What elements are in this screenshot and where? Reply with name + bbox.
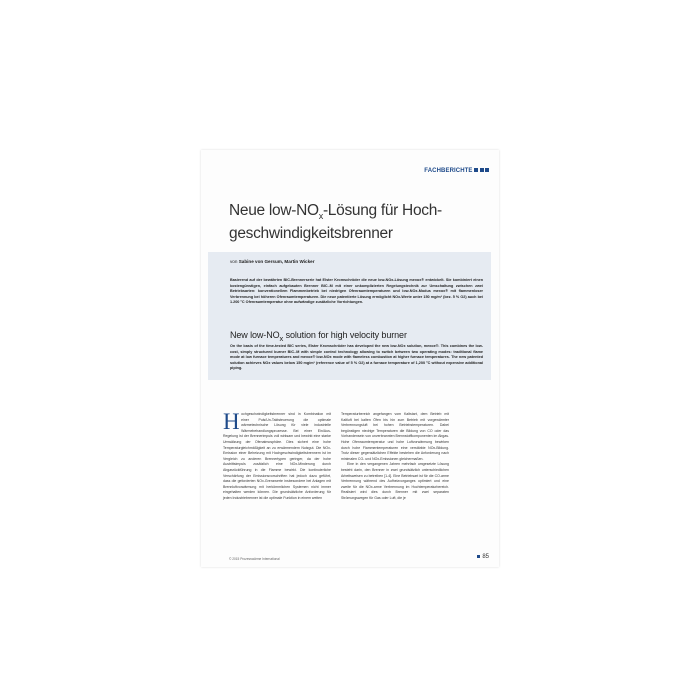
body-column-1 <box>223 409 331 502</box>
authors-prefix: von <box>230 259 238 264</box>
square-icon <box>477 555 481 559</box>
journal-page <box>201 150 499 567</box>
en-heading-subscript: x <box>279 333 284 343</box>
footer-page-number <box>477 554 489 560</box>
en-heading-part1: New low-NO <box>230 330 280 340</box>
body-col1-text: ochgeschwindigkeitsbrenner sind in Kombination mit einer Puls/Un-Taktsteuerung die optimale wärmetechnische Lösung für viele industrielle Wärmebehandlungsprozesse. Bei einer Ein/Aus-Regelung ist der Brennerimpuls voll wirksam und bewirkt eine starke Umwälzung der Ofenatmosphäre. Dies sichert eine hohe Temperaturgleichmäßigkeit an zu erwärmendem Nutzgut. Die NOx-Emission einer Beheizung mit Hochgeschwindigkeitsbrennern ist im Vergleich zu anderen Brennertypen geringer, da der hohe Austrittsimpuls zusätzlich eine NOx-Minderung durch Abgasrückführung in die Flamme bewirkt. Die kontinuierliche Verschärfung der Emissionsvorschriften hat jedoch dazu geführt, dass die geforderten NOx-Grenzwerte insbesondere bei Anlagen mit Brennluftvorwärmung mit herkömmlichen Systemen nicht immer eingehalten werden können. Die grundsätzliche Anforderung für jeden Industriebrenner ist die optimale Funktion in einem weiten <box>223 412 331 500</box>
drop-cap: H <box>223 409 240 434</box>
abstract-box <box>208 252 491 380</box>
abstract-german: Basierend auf der bewährten BIC-Brennerserie hat Elster Kromschröder die neue low-NOx-Lösung mexox® entwickelt. Sie kombiniert einen kostengünstigen, einfach aufgebauten Brenner BIC..M mit einer unkomplizierten Regelungstechnik zur Umschaltung zwischen zwei Betriebsarten: konventionellem Flammenbetrieb bei niedrigen Ofenraumtemperaturen und low-NOx-Modus mexox® mit flammenloser Verbrennung bei höheren Ofenraumtemperaturen. Die neue patentierte Lösung ermöglicht NOx-Werte unter 150 mg/m³ (bez. 5 % O2) auch bei 1.200 °C Ofenraumtemperatur ohne aufwändige zusätzliche Vorrichtungen. <box>230 278 483 305</box>
english-heading <box>230 330 407 343</box>
title-part2: -Lösung für Hoch-geschwindigkeitsbrenner <box>229 202 442 243</box>
abstract-english: On the basis of the time-tested BIC series, Elster Kromschröder has developed the new low-NOx solution, mexox®. This combines the low-cost, simply structured burner BIC..M with simple control technology allowing to switch between two operating modes: traditional flame mode at low furnace temperatures and mexox® low-NOx mode with flameless combustion at higher furnace temperatures. The new patented solution achieves NOx values below 150 mg/m³ (reference value of 5 % O2) at a furnace temperature of 1,200 °C without expensive additional piping. <box>230 344 483 371</box>
body-col2-paragraph-1: Temperaturbereich angefangen vom Kaltstart, dem Betrieb mit Kaltluft bei kalten Öfen bis hin zum Betrieb mit vorgewärmter Verbrennungsluft bei hohen Betriebstemperaturen. Dabei begünstigen niedrige Temperaturen die Bildung von CO oder das Vorhandensein von unverbrannten Brennstoffkomponenten im Abgas. Hohe Ofenraumtemperatur und hohe Luftvorwärmung bewirken durch hohe Flammentemperaturen eine verstärkte NOx-Bildung. Trotz dieser gegensätzlichen Effekte bestehen die Anforderung nach minimalen CO- und NOx-Emissionen gleichermaßen. <box>341 412 449 461</box>
article-title <box>229 202 491 243</box>
page-number: 85 <box>482 554 489 560</box>
section-label-text: FACHBERICHTE <box>424 168 473 174</box>
authors <box>230 259 314 264</box>
authors-names: Sabine von Gersum, Martin Wicker <box>238 259 315 264</box>
square-icon <box>474 168 478 172</box>
en-heading-part2: solution for high velocity burner <box>283 330 407 340</box>
square-icon <box>485 168 489 172</box>
title-subscript: x <box>318 211 323 222</box>
body-col2-paragraph-2: Eine in den vergangenen Jahren mehrfach umgesetzte Lösung besteht darin, den Brenner in zwei grundsätzlich unterschiedlichen Arbeitsweisen zu betreiben [1-4]. Eine Betriebsart ist für die CO-arme Verbrennung während des Aufheizvorganges optimiert und eine zweite für die NOx-arme Verbrennung im Hochtemperaturbereich. Realisiert wird dies durch Brenner mit zwei separaten Strömungswegen für Gas oder Luft, die je <box>341 462 449 500</box>
title-part1: Neue low-NO <box>229 202 319 219</box>
square-icon <box>480 168 484 172</box>
body-column-2 <box>341 412 449 502</box>
footer-copyright: © 2015 Prozesswärme International <box>229 557 280 561</box>
section-label <box>201 168 489 174</box>
